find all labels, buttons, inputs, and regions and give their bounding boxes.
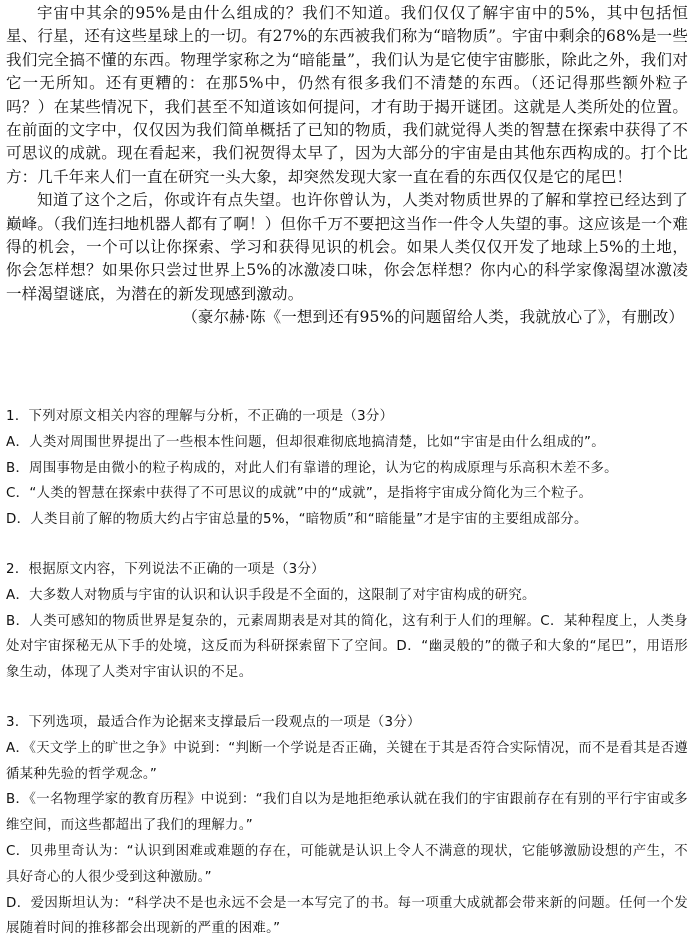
option-d: D．人类目前了解的物质大约占宇宙总量的5%，“暗物质”和“暗能量”才是宇宙的主要组成部分。	[6, 512, 588, 528]
reading-passage	[6, 2, 688, 330]
spacer	[6, 533, 688, 557]
passage-paragraph-2: 知道了这个之后，你或许有点失望。也许你曾认为，人类对物质世界的了解和掌控已经达到了巅峰。（我们连扫地机器人都有了啊！）但你千万不要把这当作一件令人失望的事。这应该是一个难得的机会，一个可以让你探索、学习和获得见识的机会。如果人类仅仅开发了地球上5%的土地，你会怎样想？如果你只尝过世界上5%的冰激凌口味，你会怎样想？你内心的科学家像渴望冰激凌一样渴望谜底，为潜在的新发现感到激动。	[6, 191, 688, 303]
question-stem: 1．下列对原文相关内容的理解与分析，不正确的一项是（3分）	[6, 409, 394, 424]
option-b-c-d: B．人类可感知的物质世界是复杂的，元素周期表是对其的简化，这有利于人们的理解。C．某种程度上，人类身处对宇宙探秘无从下手的处境，这反而为科研探索留下了空间。D．“幽灵般的”的微子和大象的“尾巴”，用语形象生动，体现了人类对宇宙认识的不足。	[6, 613, 688, 681]
option-d: D．爱因斯坦认为：“科学决不是也永远不会是一本写完了的书。每一项重大成就都会带来新的问题。任何一个发展随着时间的推移都会出现新的严重的困难。”	[6, 895, 688, 937]
spacer	[6, 686, 688, 710]
question-list	[6, 404, 688, 942]
option-a: A．大多数人对物质与宇宙的认识和认识手段是不全面的，这限制了对宇宙构成的研究。	[6, 587, 536, 603]
question-stem: 2．根据原文内容，下列说法不正确的一项是（3分）	[6, 561, 325, 577]
option-b: B．《一名物理学家的教育历程》中说到：“我们自以为是地拒绝承认就在我们的宇宙跟前存在有别的平行宇宙或多维空间，而这些都超出了我们的理解力。”	[6, 792, 688, 834]
option-a: A．人类对周围世界提出了一些根本性问题，但却很难彻底地搞清楚，比如“宇宙是由什么组成的”。	[6, 434, 605, 450]
question-1	[6, 404, 688, 533]
option-b: B．周围事物是由微小的粒子构成的，对此人们有靠谱的理论，认为它的构成原理与乐高积木差不多。	[6, 460, 618, 476]
question-3	[6, 710, 688, 942]
passage-source: （豪尔赫·陈《一想到还有95%的问题留给人类，我就放心了》，有删改）	[182, 308, 684, 327]
question-2	[6, 557, 688, 686]
option-c: C．贝弗里奇认为：“认识到困难或难题的存在，可能就是认识上令人不满意的现状，它能够激励设想的产生，不具好奇心的人很少受到这种激励。”	[6, 843, 688, 885]
question-stem: 3．下列选项，最适合作为论据来支撑最后一段观点的一项是（3分）	[6, 714, 421, 730]
passage-paragraph-1: 宇宙中其余的95%是由什么组成的？我们不知道。我们仅仅了解宇宙中的5%，其中包括恒星、行星，还有这些星球上的一切。有27%的东西被我们称为“暗物质”。宇宙中剩余的68%是一些我们完全搞不懂的东西。物理学家称之为“暗能量”，我们认为是它使宇宙膨胀，除此之外，我们对它一无所知。还有更糟的：在那5%中，仍然有很多我们不清楚的东西。（还记得那些额外粒子吗？）在某些情况下，我们甚至不知道该如何提问，才有助于揭开谜团。这就是人类所处的位置。在前面的文字中，仅仅因为我们简单概括了已知的物质，我们就觉得人类的智慧在探索中获得了不可思议的成就。现在看起来，我们祝贺得太早了，因为大部分的宇宙是由其他东西构成的。打个比方：几千年来人们一直在研究一头大象，却突然发现大家一直在看的东西仅仅是它的尾巴！	[6, 4, 688, 186]
option-c: C．“人类的智慧在探索中获得了不可思议的成就”中的“成就”，是指将宇宙成分简化为三个粒子。	[6, 486, 593, 502]
option-a: A．《天文学上的旷世之争》中说到：“判断一个学说是否正确，关键在于其是否符合实际情况，而不是看其是否遵循某种先验的哲学观念。”	[6, 740, 688, 782]
